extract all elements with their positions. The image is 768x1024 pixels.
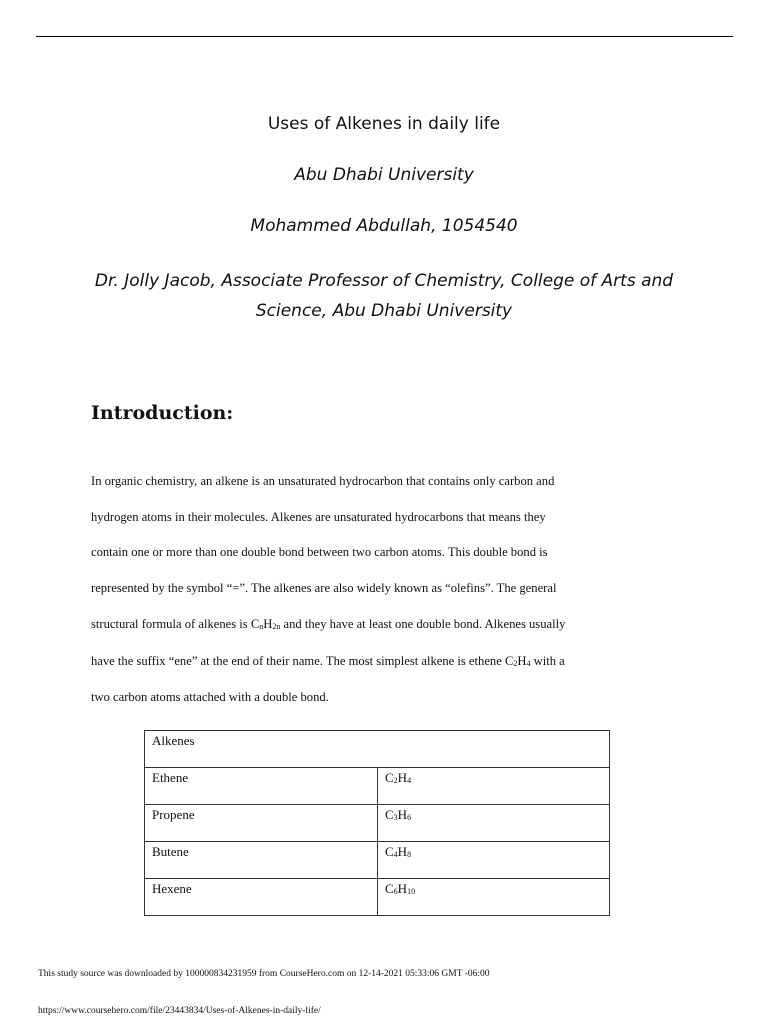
paragraph-line: hydrogen atoms in their molecules. Alkenes are unsaturated hydrocarbons that means they	[91, 509, 546, 524]
top-rule	[36, 36, 733, 37]
table-row	[145, 879, 610, 916]
alkene-name-cell: Butene	[145, 842, 378, 879]
alkene-formula-cell: $C_6H_{10}$	[378, 879, 610, 916]
table-row	[145, 805, 610, 842]
introduction-heading: Introduction:	[91, 402, 234, 424]
paragraph-line: contain one or more than one double bond between two carbon atoms. This double bond is	[91, 545, 548, 560]
paragraph-line: structural formula of alkenes is $C_nH_{2n}$ and they have at least one double bond. Alkenes usually	[91, 616, 566, 631]
paragraph-line: two carbon atoms attached with a double bond.	[91, 690, 329, 705]
paragraph-line: represented by the symbol “=”. The alkenes are also widely known as “olefins”. The general	[91, 581, 557, 596]
paragraph-line: In organic chemistry, an alkene is an unsaturated hydrocarbon that contains only carbon and	[91, 474, 555, 488]
alkene-name-cell: Propene	[145, 805, 378, 842]
alkenes-table	[144, 730, 610, 916]
table-header-cell: Alkenes	[145, 731, 610, 768]
alkene-formula-cell: $C_4H_8$	[378, 842, 610, 879]
table-header-row	[145, 731, 610, 768]
alkene-name-cell: Ethene	[145, 768, 378, 805]
paragraph-line: have the suffix “ene” at the end of their name. The most simplest alkene is ethene $C_2H_4$ with a	[91, 653, 565, 668]
source-url[interactable]: https://www.coursehero.com/file/23443834/Uses-of-Alkenes-in-daily-life/	[38, 1006, 321, 1016]
author-line: Mohammed Abdullah, 1054540	[250, 216, 518, 236]
alkene-formula-cell: $C_3H_6$	[378, 805, 610, 842]
document-title: Uses of Alkenes in daily life	[267, 114, 501, 134]
advisor-line-2: Science, Abu Dhabi University	[255, 301, 513, 321]
alkene-name-cell: Hexene	[145, 879, 378, 916]
download-note: This study source was downloaded by 100000834231959 from CourseHero.com on 12-14-2021 05:33:06 GMT -06:00	[38, 969, 490, 979]
university-name: Abu Dhabi University	[294, 165, 474, 185]
advisor-line	[0, 266, 768, 326]
introduction-paragraph	[91, 464, 681, 716]
alkene-formula-cell: $C_2H_4$	[378, 768, 610, 805]
advisor-line-1: Dr. Jolly Jacob, Associate Professor of Chemistry, College of Arts and	[94, 271, 674, 291]
table-row	[145, 768, 610, 805]
table-row	[145, 842, 610, 879]
